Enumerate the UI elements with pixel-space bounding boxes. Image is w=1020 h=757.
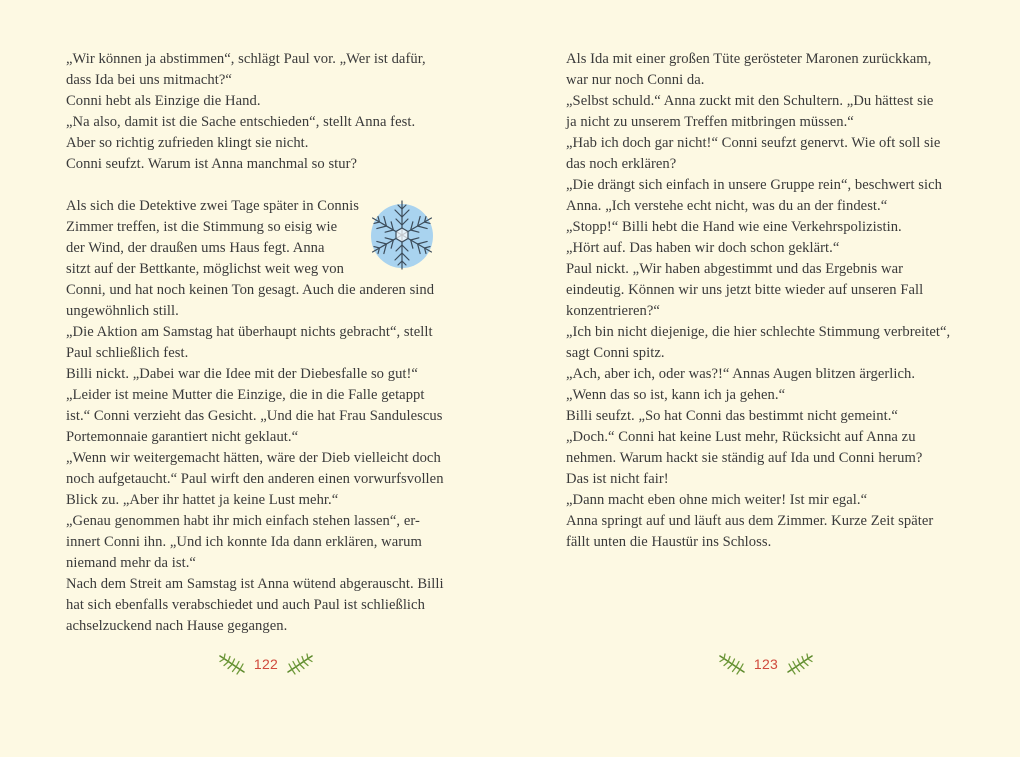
right-folio [718, 651, 814, 677]
fir-sprig-icon [718, 653, 746, 675]
text-line: „Wir können ja abstimmen“, schlägt Paul vor. „Wer ist dafür, [66, 51, 426, 67]
text-line: Nach dem Streit am Samstag ist Anna wütend abgerauscht. Billi [66, 576, 444, 592]
text-line: Anna springt auf und läuft aus dem Zimmer. Kurze Zeit später [566, 513, 934, 529]
text-line: Aber so richtig zufrieden klingt sie nicht. [66, 135, 309, 151]
text-line: der Wind, der draußen ums Haus fegt. Anna [66, 240, 325, 256]
text-line: „Genau genommen habt ihr mich einfach stehen lassen“, er- [66, 513, 420, 529]
text-line: Das ist nicht fair! [566, 471, 669, 487]
right-text-column [566, 49, 966, 553]
text-line: hat sich ebenfalls verabschiedet und auch Paul ist schließlich [66, 597, 425, 613]
text-line: dass Ida bei uns mitmacht?“ [66, 72, 232, 88]
text-line: „Die drängt sich einfach in unsere Gruppe rein“, beschwert sich [566, 177, 942, 193]
text-line: Blick zu. „Aber ihr hattet ja keine Lust mehr.“ [66, 492, 339, 508]
text-line: ungewöhnlich still. [66, 303, 179, 319]
text-line: nehmen. Warum hackt sie ständig auf Ida und Conni herum? [566, 450, 923, 466]
text-line: Conni seufzt. Warum ist Anna manchmal so stur? [66, 156, 358, 172]
fir-sprig-icon [218, 653, 246, 675]
text-line: „Ich bin nicht diejenige, die hier schlechte Stimmung verbreitet“, [566, 324, 951, 340]
text-line: „Leider ist meine Mutter die Einzige, die in die Falle getappt [66, 387, 425, 403]
text-line: war nur noch Conni da. [566, 72, 705, 88]
text-line: Billi nickt. „Dabei war die Idee mit der Diebesfalle so gut!“ [66, 366, 418, 382]
text-line: noch aufgetaucht.“ Paul wirft den anderen einen vorwurfsvollen [66, 471, 444, 487]
text-line: „Stopp!“ Billi hebt die Hand wie eine Verkehrspolizistin. [566, 219, 902, 235]
text-line: Portemonnaie garantiert nicht geklaut.“ [66, 429, 299, 445]
text-line: sitzt auf der Bettkante, möglichst weit weg von [66, 261, 344, 277]
text-line: „Hört auf. Das haben wir doch schon geklärt.“ [566, 240, 840, 256]
text-line: „Doch.“ Conni hat keine Lust mehr, Rücksicht auf Anna zu [566, 429, 916, 445]
text-line: ja nicht zu unserem Treffen mitbringen müssen.“ [566, 114, 854, 130]
text-line: Billi seufzt. „So hat Conni das bestimmt nicht gemeint.“ [566, 408, 898, 424]
right-page [510, 0, 1020, 757]
text-line: „Wenn das so ist, kann ich ja gehen.“ [566, 387, 786, 403]
text-line: achselzuckend nach Hause gegangen. [66, 618, 288, 634]
text-line: „Dann macht eben ohne mich weiter! Ist mir egal.“ [566, 492, 868, 508]
text-line: eindeutig. Können wir uns jetzt bitte wieder auf unseren Fall [566, 282, 924, 298]
text-line: Paul schließlich fest. [66, 345, 189, 361]
text-line: niemand mehr da ist.“ [66, 555, 196, 571]
fir-sprig-icon [786, 653, 814, 675]
right-paragraph-block [566, 49, 966, 553]
left-folio [218, 651, 314, 677]
text-line: Zimmer treffen, ist die Stimmung so eisig wie [66, 219, 338, 235]
snowflake-icon [358, 195, 444, 275]
text-line: das noch erklären? [566, 156, 677, 172]
text-line: „Selbst schuld.“ Anna zuckt mit den Schultern. „Du hättest sie [566, 93, 934, 109]
page-number: 123 [753, 656, 779, 672]
text-line: „Wenn wir weitergemacht hätten, wäre der Dieb vielleicht doch [66, 450, 441, 466]
text-line: „Na also, damit ist die Sache entschieden“, stellt Anna fest. [66, 114, 416, 130]
left-paragraph-block-1 [66, 49, 458, 175]
page-number: 122 [253, 656, 279, 672]
text-line: „Ach, aber ich, oder was?!“ Annas Augen blitzen ärgerlich. [566, 366, 916, 382]
text-line: „Die Aktion am Samstag hat überhaupt nichts gebracht“, stellt [66, 324, 433, 340]
text-line: Paul nickt. „Wir haben abgestimmt und das Ergebnis war [566, 261, 904, 277]
text-line: sagt Conni spitz. [566, 345, 665, 361]
text-line: Als Ida mit einer großen Tüte gerösteter Maronen zurückkam, [566, 51, 932, 67]
paragraph-gap [66, 175, 458, 196]
text-line: „Hab ich doch gar nicht!“ Conni seufzt genervt. Wie oft soll sie [566, 135, 941, 151]
text-line: innert Conni ihn. „Und ich konnte Ida dann erklären, warum [66, 534, 422, 550]
text-line: Als sich die Detektive zwei Tage später in Connis [66, 198, 359, 214]
left-text-column [66, 49, 458, 637]
text-line: Conni, und hat noch keinen Ton gesagt. Auch die anderen sind [66, 282, 435, 298]
text-line: Conni hebt als Einzige die Hand. [66, 93, 261, 109]
text-line: fällt unten die Haustür ins Schloss. [566, 534, 772, 550]
text-line: ist.“ Conni verzieht das Gesicht. „Und die hat Frau Sandulescus [66, 408, 443, 424]
text-line: Anna. „Ich verstehe echt nicht, was du an der findest.“ [566, 198, 888, 214]
fir-sprig-icon [286, 653, 314, 675]
text-line: konzentrieren?“ [566, 303, 660, 319]
